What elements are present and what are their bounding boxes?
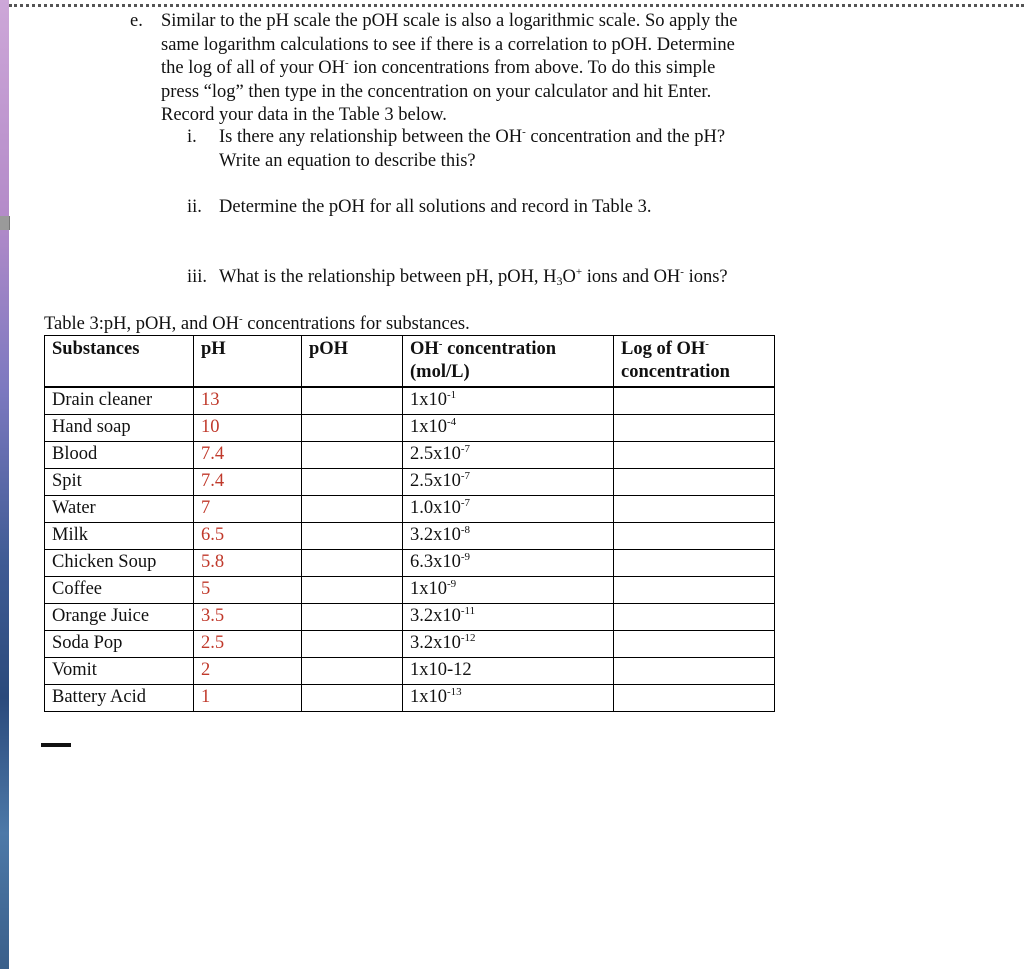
oh-concentration-cell: $2.5x10^{-7}$: [403, 442, 614, 469]
ph-cell: 1: [194, 685, 302, 712]
table-body: [45, 387, 775, 712]
oh-concentration-cell: $2.5x10^{-7}$: [403, 469, 614, 496]
oh-concentration-cell: $3.2x10^{-11}$: [403, 604, 614, 631]
table-row: [45, 442, 775, 469]
ph-cell: 2: [194, 658, 302, 685]
ph-cell: 2.5: [194, 631, 302, 658]
substance-cell: Coffee: [45, 577, 194, 604]
header-log-oh: Log of OH- concentration: [614, 336, 775, 388]
ph-cell: 5: [194, 577, 302, 604]
oh-concentration-cell: $6.3x10^{-9}$: [403, 550, 614, 577]
table-row: [45, 387, 775, 415]
table-row: [45, 577, 775, 604]
sub-question-i-marker: i.: [187, 127, 197, 147]
substance-cell: Hand soap: [45, 415, 194, 442]
ph-cell: 7.4: [194, 442, 302, 469]
log-oh-cell: [614, 496, 775, 523]
poh-cell: [302, 415, 403, 442]
question-e-marker: e.: [130, 11, 143, 31]
header-substances: Substances: [45, 336, 194, 388]
table-row: [45, 550, 775, 577]
log-oh-cell: [614, 577, 775, 604]
ph-cell: 5.8: [194, 550, 302, 577]
log-oh-cell: [614, 442, 775, 469]
log-oh-cell: [614, 685, 775, 712]
ph-cell: 7: [194, 496, 302, 523]
poh-cell: [302, 469, 403, 496]
substance-cell: Battery Acid: [45, 685, 194, 712]
substances-table: [44, 335, 775, 712]
substance-cell: Soda Pop: [45, 631, 194, 658]
log-oh-cell: [614, 523, 775, 550]
table-row: [45, 631, 775, 658]
header-oh-concentration: OH- concentration (mol/L): [403, 336, 614, 388]
poh-cell: [302, 550, 403, 577]
header-poh: pOH: [302, 336, 403, 388]
oh-concentration-cell: $1x10^{-13}$: [403, 685, 614, 712]
poh-cell: [302, 658, 403, 685]
table-row: [45, 658, 775, 685]
substance-cell: Water: [45, 496, 194, 523]
poh-cell: [302, 631, 403, 658]
poh-cell: [302, 523, 403, 550]
sub-question-i-line: Write an equation to describe this?: [219, 150, 476, 171]
ph-cell: 6.5: [194, 523, 302, 550]
ph-cell: 13: [194, 387, 302, 415]
substance-cell: Vomit: [45, 658, 194, 685]
log-oh-cell: [614, 387, 775, 415]
table-row: [45, 496, 775, 523]
oh-concentration-cell: $1x10^{-9}$: [403, 577, 614, 604]
poh-cell: [302, 577, 403, 604]
log-oh-cell: [614, 658, 775, 685]
table-caption: Table 3:pH, pOH, and OH- concentrations for substances.: [44, 313, 470, 334]
oh-concentration-cell: $1x10^{-1}$: [403, 387, 614, 415]
oh-concentration-cell: 1x10-12: [403, 658, 614, 685]
poh-cell: [302, 442, 403, 469]
log-oh-cell: [614, 604, 775, 631]
table-header-row: [45, 336, 775, 388]
window-edge-handle[interactable]: [0, 216, 10, 230]
oh-concentration-cell: $1.0x10^{-7}$: [403, 496, 614, 523]
dotted-page-border: [9, 4, 1024, 7]
substance-cell: Chicken Soup: [45, 550, 194, 577]
substance-cell: Blood: [45, 442, 194, 469]
question-e-text: [161, 10, 801, 128]
table-row: [45, 604, 775, 631]
question-e-line: Similar to the pH scale the pOH scale is also a logarithmic scale. So apply the: [161, 11, 738, 31]
oh-concentration-cell: $3.2x10^{-8}$: [403, 523, 614, 550]
question-e-line: the log of all of your OH- ion concentrations from above. To do this simple: [161, 57, 716, 78]
table-row: [45, 415, 775, 442]
substance-cell: Drain cleaner: [45, 387, 194, 415]
poh-cell: [302, 685, 403, 712]
poh-cell: [302, 387, 403, 415]
sub-question-iii-marker: iii.: [187, 267, 208, 287]
log-oh-cell: [614, 550, 775, 577]
substance-cell: Milk: [45, 523, 194, 550]
log-oh-cell: [614, 415, 775, 442]
sub-question-ii-line: Determine the pOH for all solutions and record in Table 3.: [219, 197, 652, 217]
ph-cell: 7.4: [194, 469, 302, 496]
ph-cell: 3.5: [194, 604, 302, 631]
text-cursor-mark: [41, 743, 71, 747]
oh-concentration-cell: $3.2x10^{-12}$: [403, 631, 614, 658]
sub-question-ii-marker: ii.: [187, 197, 202, 217]
header-ph: pH: [194, 336, 302, 388]
sub-question-i-line: Is there any relationship between the OH- concentration and the pH?: [219, 126, 726, 147]
question-e-line: same logarithm calculations to see if there is a correlation to pOH. Determine: [161, 34, 735, 55]
poh-cell: [302, 604, 403, 631]
table-row: [45, 685, 775, 712]
oh-concentration-cell: $1x10^{-4}$: [403, 415, 614, 442]
table-row: [45, 469, 775, 496]
desktop-background-strip: [0, 0, 9, 969]
poh-cell: [302, 496, 403, 523]
question-e-line: press “log” then type in the concentration on your calculator and hit Enter.: [161, 81, 712, 102]
substance-cell: Spit: [45, 469, 194, 496]
log-oh-cell: [614, 469, 775, 496]
ph-cell: 10: [194, 415, 302, 442]
sub-question-iii-line: What is the relationship between pH, pOH, $H_3O^+$ ions and OH- ions?: [219, 266, 728, 288]
table-row: [45, 523, 775, 550]
log-oh-cell: [614, 631, 775, 658]
substance-cell: Orange Juice: [45, 604, 194, 631]
question-e-line: Record your data in the Table 3 below.: [161, 105, 447, 125]
